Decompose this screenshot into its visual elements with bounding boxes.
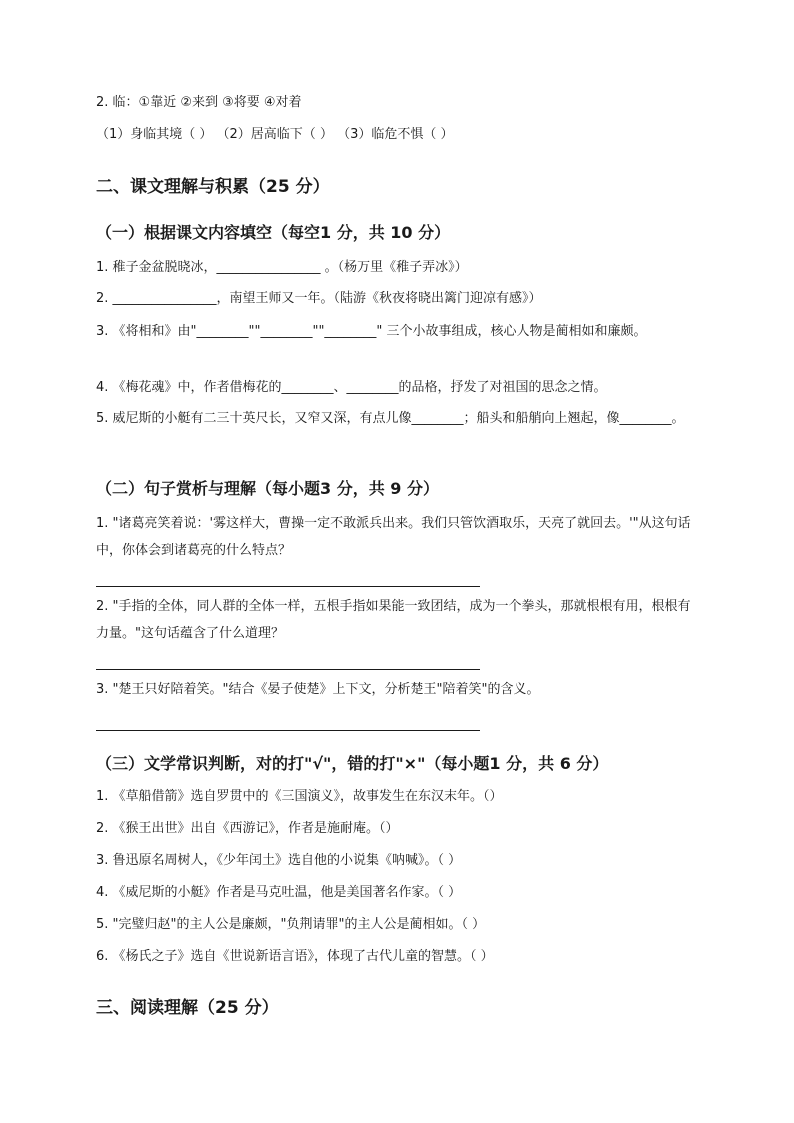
- answer-line-2[interactable]: [96, 669, 480, 670]
- q2-items: （1）身临其境（ ） （2）居高临下（ ） （3）临危不惧（ ）: [96, 127, 454, 142]
- part3-item-6: 6. 《杨氏之子》选自《世说新语言语》，体现了古代儿童的智慧。（ ）: [96, 949, 494, 964]
- section2-title: 二、课文理解与积累（25 分）: [96, 177, 330, 197]
- part1-item-5: 5. 威尼斯的小艇有二三十英尺长，又窄又深，有点儿像________；船头和船艄向上翘起，像________。: [96, 411, 685, 426]
- part3-item-1: 1. 《草船借箭》选自罗贯中的《三国演义》，故事发生在东汉末年。（）: [96, 789, 503, 804]
- part1-title: （一）根据课文内容填空（每空1 分，共 10 分）: [96, 223, 451, 242]
- part2-title: （二）句子赏析与理解（每小题3 分，共 9 分）: [96, 479, 439, 498]
- q2-stem: 2. 临：①靠近 ②来到 ③将要 ④对着: [96, 95, 302, 110]
- answer-line-3[interactable]: [96, 730, 480, 731]
- part3-title: （三）文学常识判断，对的打"√"，错的打"×"（每小题1 分，共 6 分）: [96, 754, 609, 773]
- section3-title: 三、阅读理解（25 分）: [96, 998, 279, 1018]
- part3-item-3: 3. 鲁迅原名周树人，《少年闰土》选自他的小说集《呐喊》。（ ）: [96, 853, 462, 868]
- part1-item-2: 2. ________________，南望王师又一年。（陆游《秋夜将晓出篱门迎凉有感》）: [96, 291, 542, 306]
- part2-item-2: 2. "手指的全体，同人群的全体一样，五根手指如果能一致团结，成为一个拳头，那就根根有用，根根有力量。"这句话蕴含了什么道理？: [96, 599, 691, 641]
- part1-item-4: 4. 《梅花魂》中，作者借梅花的________、________的品格，抒发了对祖国的思念之情。: [96, 380, 607, 395]
- answer-line-1[interactable]: [96, 586, 480, 587]
- part1-item-3: 3. 《将相和》由"________""________""________" 三个小故事组成，核心人物是蔺相如和廉颇。: [96, 324, 647, 339]
- part3-item-2: 2. 《猴王出世》出自《西游记》，作者是施耐庵。（）: [96, 821, 399, 836]
- part3-item-4: 4. 《威尼斯的小艇》作者是马克吐温，他是美国著名作家。（ ）: [96, 885, 462, 900]
- part3-item-5: 5. "完璧归赵"的主人公是廉颇，"负荆请罪"的主人公是蔺相如。（ ）: [96, 917, 486, 932]
- part2-item-1: 1. "诸葛亮笑着说：'雾这样大，曹操一定不敢派兵出来。我们只管饮酒取乐，天亮了就回去。'"从这句话中，你体会到诸葛亮的什么特点？: [96, 516, 691, 558]
- part1-item-1: 1. 稚子金盆脱晓冰，________________ 。（杨万里《稚子弄冰》）: [96, 260, 468, 275]
- part2-item-3: 3. "楚王只好陪着笑。"结合《晏子使楚》上下文，分析楚王"陪着笑"的含义。: [96, 682, 540, 697]
